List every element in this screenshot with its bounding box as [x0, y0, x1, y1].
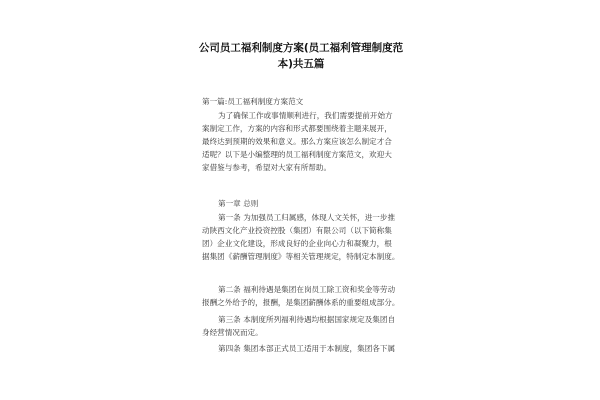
article2-line-2: 报酬之外给予的，报酬，是集团薪酬体系的重要组成部分。	[202, 298, 400, 307]
article1-line-1: 第一条 为加强员工归属感，体现人文关怀，进一步推	[218, 213, 396, 222]
article3-line-1: 第三条 本制度所列福利待遇均根据国家规定及集团自	[218, 315, 396, 324]
article1-line-3: 团）企业文化建设，形成良好的企业向心力和凝聚力，根	[202, 239, 392, 248]
intro-line-3: 最终达到预期的效果和意义。那么方案应该怎么制定才合	[202, 137, 392, 146]
intro-line-5: 家借鉴与参考，希望对大家有所帮助。	[202, 163, 332, 172]
section-heading: 第一篇:员工福利制度方案范文	[202, 97, 304, 106]
intro-line-4: 适呢？以下是小编整理的员工福利制度方案范文，欢迎大	[202, 150, 392, 159]
article3-line-2: 身经营情况而定。	[202, 328, 263, 337]
intro-line-1: 为了确保工作或事情顺利进行，我们需要提前开始方	[218, 111, 393, 120]
article4-line-1: 第四条 集团本部正式员工适用于本制度，集团各下属	[218, 344, 396, 353]
chapter-heading: 第一章 总则	[218, 199, 259, 208]
article1-line-4: 据集团《薪酬管理制度》等相关管理规定，特制定本制度。	[202, 252, 400, 261]
article2-line-1: 第二条 福利待遇是集团在岗员工除工资和奖金等劳动	[218, 285, 396, 294]
intro-line-2: 案制定工作，方案的内容和形式都要围绕着主题来展开，	[202, 124, 392, 133]
document-title: 公司员工福利制度方案(员工福利管理制度范本)共五篇	[198, 42, 404, 70]
article1-line-2: 动陕西文化产业投资控股（集团）有限公司（以下简称集	[202, 226, 392, 235]
